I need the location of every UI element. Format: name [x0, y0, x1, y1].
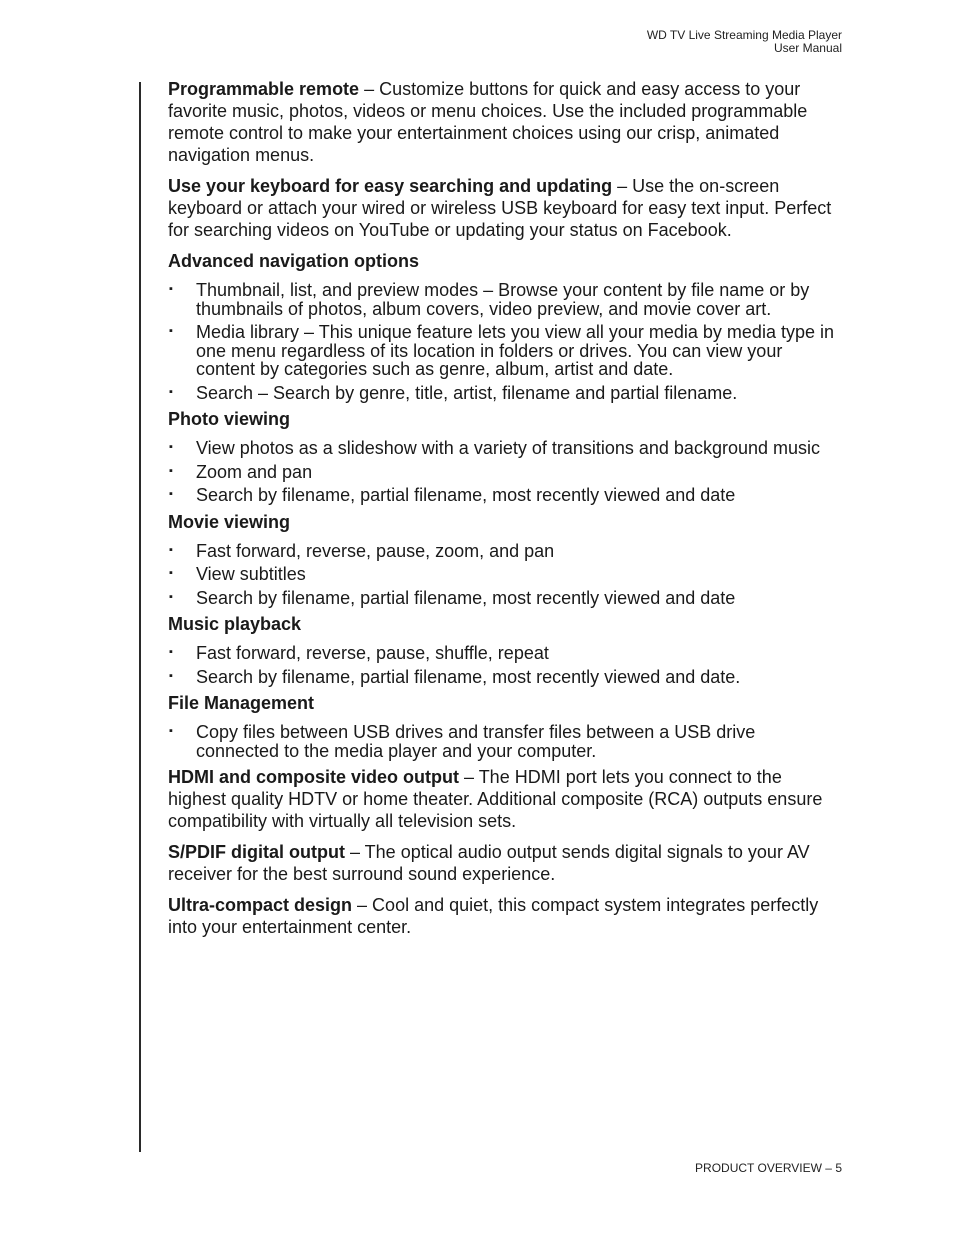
bullet-icon: ▪	[169, 283, 173, 295]
paragraph-lead: Ultra-compact design	[168, 895, 353, 915]
running-header	[647, 29, 842, 55]
paragraph-text: – The optical audio output sends digital signals to your AV receiver for the best surround sound experience.	[168, 842, 810, 884]
page-footer	[695, 1161, 842, 1175]
bullet-icon: ▪	[169, 590, 173, 603]
list-item-text: Search by filename, partial filename, most recently viewed and date.	[196, 666, 741, 687]
paragraph-lead: HDMI and composite video output	[168, 767, 459, 787]
movie-list	[168, 542, 840, 608]
bullet-icon: ▪	[169, 725, 173, 737]
bullet-icon: ▪	[169, 646, 173, 658]
footer-separator: –	[821, 1161, 836, 1175]
bullet-icon: ▪	[169, 385, 173, 398]
keyboard-paragraph	[168, 175, 840, 241]
list-item-text: View subtitles	[196, 564, 306, 584]
hdmi-paragraph	[168, 766, 840, 832]
paragraph-text: – Customize buttons for quick and easy access to your favorite music, photos, videos or menu choices. Use the included programmable remote control to make your entertainment choices using our crisp, animated navigation menus.	[168, 79, 808, 165]
list-item	[168, 281, 840, 318]
file-management-list	[168, 723, 840, 760]
list-item	[168, 565, 840, 584]
list-item	[168, 486, 840, 505]
movie-heading: Movie viewing	[168, 511, 291, 532]
header-product-title: WD TV Live Streaming Media Player	[646, 28, 842, 42]
list-item	[168, 463, 840, 482]
list-item-text: Search by filename, partial filename, most recently viewed and date	[196, 485, 736, 505]
left-margin-rule	[139, 82, 141, 1152]
list-item-text: Fast forward, reverse, pause, zoom, and pan	[196, 540, 555, 561]
paragraph-lead: Programmable remote	[168, 79, 360, 99]
paragraph-text: – The HDMI port lets you connect to the highest quality HDTV or home theater. Additional composite (RCA) outputs ensure compatibility with virtually all television sets.	[168, 767, 823, 831]
list-item-text: Search – Search by genre, title, artist, filename and partial filename.	[196, 382, 738, 403]
programmable-remote-paragraph	[168, 78, 840, 166]
photo-list	[168, 439, 840, 505]
footer-section-label: PRODUCT OVERVIEW	[695, 1161, 822, 1175]
list-item-text: Zoom and pan	[196, 461, 313, 482]
list-item	[168, 723, 840, 760]
header-manual-label: User Manual	[773, 41, 842, 55]
compact-design-paragraph	[168, 894, 840, 938]
list-item	[168, 323, 840, 379]
list-item	[168, 668, 840, 687]
music-heading: Music playback	[168, 614, 302, 634]
bullet-icon: ▪	[169, 567, 173, 579]
list-item	[168, 644, 840, 663]
paragraph-text: – Use the on-screen keyboard or attach your wired or wireless USB keyboard for easy text input. Perfect for searching videos on YouTube or updating your status on Facebook.	[168, 176, 832, 240]
paragraph-text: – Cool and quiet, this compact system integrates perfectly into your entertainment center.	[168, 895, 819, 937]
list-item	[168, 589, 840, 608]
photo-heading: Photo viewing	[168, 409, 291, 429]
list-item	[168, 384, 840, 403]
page-content	[168, 78, 840, 947]
bullet-icon: ▪	[169, 669, 173, 682]
page-number: 5	[835, 1161, 842, 1175]
bullet-icon: ▪	[169, 325, 173, 337]
spdif-paragraph	[168, 841, 840, 885]
navigation-heading: Advanced navigation options	[168, 251, 420, 271]
navigation-list	[168, 281, 840, 402]
list-item-text: Media library – This unique feature lets you view all your media by media type in one menu regardless of its location in folders or drives. You can view your content by categories such as genre, album, artist and date.	[196, 322, 834, 379]
bullet-icon: ▪	[169, 464, 173, 477]
paragraph-lead: S/PDIF digital output	[168, 842, 345, 862]
list-item-text: Fast forward, reverse, pause, shuffle, repeat	[196, 643, 549, 663]
bullet-icon: ▪	[169, 543, 173, 556]
paragraph-lead: Use your keyboard for easy searching and updating	[168, 176, 613, 196]
list-item-text: Copy files between USB drives and transfer files between a USB drive connected to the media player and your computer.	[196, 722, 756, 761]
list-item-text: View photos as a slideshow with a variety of transitions and background music	[196, 438, 820, 458]
file-management-heading: File Management	[168, 693, 315, 713]
bullet-icon: ▪	[169, 441, 173, 453]
list-item	[168, 542, 840, 561]
music-list	[168, 644, 840, 686]
list-item-text: Thumbnail, list, and preview modes – Browse your content by file name or by thumbnails of photos, album covers, video preview, and movie cover art.	[196, 280, 810, 319]
list-item-text: Search by filename, partial filename, most recently viewed and date	[196, 587, 736, 608]
bullet-icon: ▪	[169, 488, 173, 500]
list-item	[168, 439, 840, 458]
